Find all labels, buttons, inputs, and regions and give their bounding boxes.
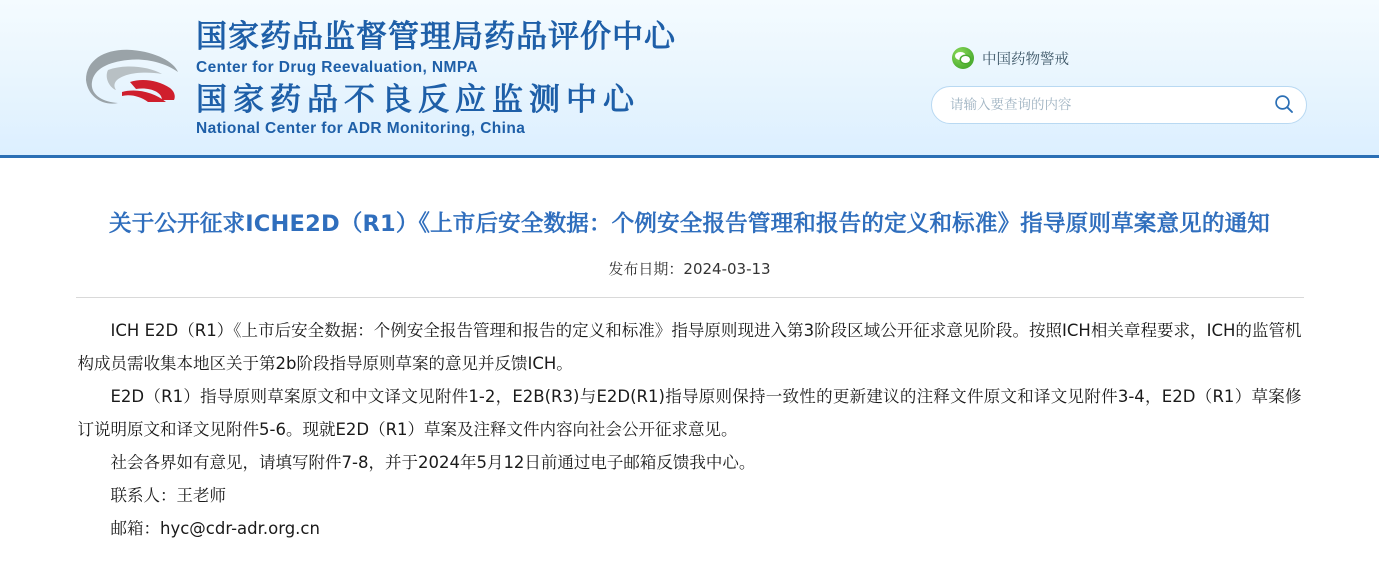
site-header	[0, 0, 1379, 158]
wechat-icon	[952, 47, 974, 69]
header-title-en-secondary: National Center for ADR Monitoring, China	[196, 120, 526, 137]
header-title-cn-primary: 国家药品监督管理局药品评价中心	[196, 19, 676, 55]
search-box[interactable]	[931, 86, 1307, 124]
page-body	[0, 158, 1379, 545]
contact-email: 邮箱：hyc@cdr-adr.org.cn	[110, 519, 320, 539]
cdr-logo-icon	[78, 42, 188, 114]
contact-person: 联系人：王老师	[110, 486, 226, 506]
wechat-brand-label: 中国药物警戒	[982, 51, 1069, 68]
publish-date: 发布日期：2024-03-13	[608, 260, 771, 279]
wechat-brand-link[interactable]	[952, 47, 1069, 69]
page-title: 关于公开征求ICHE2D（R1）《上市后安全数据：个例安全报告管理和报告的定义和标准》指导原则草案意见的通知	[109, 211, 1270, 238]
header-title-cn-secondary: 国家药品不良反应监测中心	[196, 82, 640, 118]
search-input[interactable]	[932, 97, 1262, 113]
header-title-en-primary: Center for Drug Reevaluation, NMPA	[196, 59, 479, 76]
search-icon	[1273, 93, 1295, 118]
paragraph: E2D（R1）指导原则草案原文和中文译文见附件1-2，E2B(R3)与E2D(R1)指导原则保持一致性的更新建议的注释文件原文和译文见附件3-4，E2D（R1）草案修订说明原文和译文见附件5-6。现就E2D（R1）草案及注释文件内容向社会公开征求意见。	[77, 387, 1302, 440]
paragraph: ICH E2D（R1）《上市后安全数据：个例安全报告管理和报告的定义和标准》指导原则现进入第3阶段区域公开征求意见阶段。按照ICH相关章程要求，ICH的监管机构成员需收集本地区关于第2b阶段指导原则草案的意见并反馈ICH。	[77, 321, 1302, 374]
document-body	[40, 298, 1340, 545]
paragraph: 社会各界如有意见，请填写附件7-8，并于2024年5月12日前通过电子邮箱反馈我中心。	[110, 453, 756, 473]
header-title-block	[196, 18, 676, 139]
search-button[interactable]	[1262, 87, 1306, 123]
